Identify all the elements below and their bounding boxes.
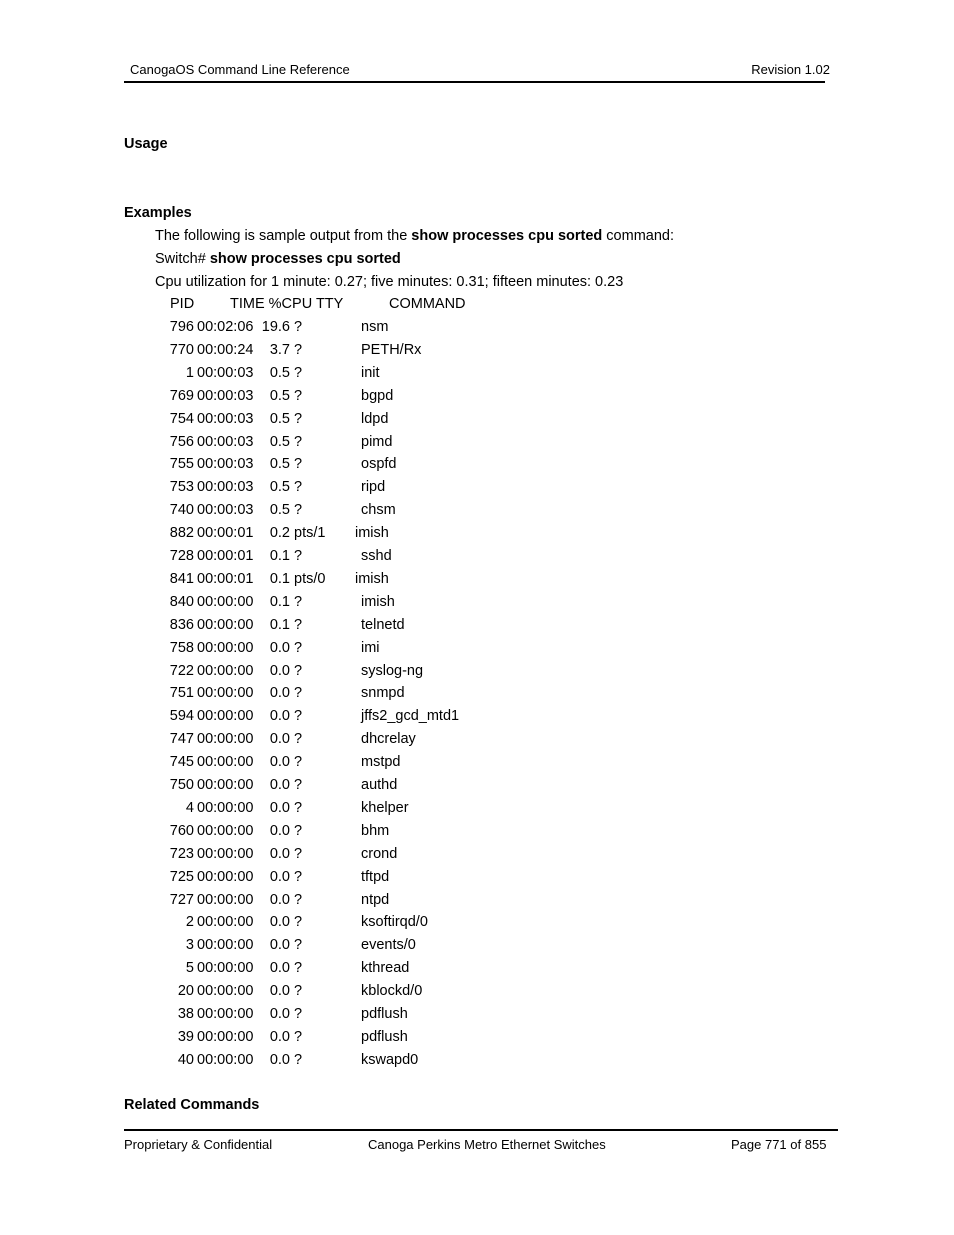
cell-pid: 745: [169, 754, 194, 771]
cell-tty: ?: [294, 960, 303, 977]
cell-tty: ?: [294, 845, 303, 862]
cell-cpu: 0.0: [269, 754, 290, 771]
table-row: [0, 983, 954, 1006]
cell-pid: 796: [169, 319, 194, 335]
cell-cpu: 0.1: [269, 593, 290, 610]
cell-command: bgpd: [361, 387, 394, 404]
cell-tty: ?: [294, 593, 303, 610]
cell-cpu: 0.0: [269, 799, 290, 816]
cell-pid: 750: [169, 777, 194, 793]
cell-tty: ?: [294, 799, 303, 816]
cell-tty: ?: [294, 479, 303, 496]
section-heading-related-commands: Related Commands: [124, 1097, 260, 1113]
cell-command: imi: [361, 639, 380, 656]
footer-divider: [124, 1129, 838, 1131]
cell-time: 00:00:00: [197, 1051, 254, 1068]
cell-time: 00:00:00: [197, 937, 254, 954]
cell-command: ospfd: [361, 456, 397, 473]
cell-cpu: 0.0: [269, 891, 290, 908]
cell-command: ksoftirqd/0: [361, 914, 428, 931]
intro-command: show processes cpu sorted: [411, 228, 603, 244]
cell-tty: pts/0: [294, 570, 326, 587]
cell-cpu: 0.0: [269, 777, 290, 793]
cell-time: 00:00:03: [197, 456, 254, 473]
cell-pid: 725: [169, 868, 194, 885]
cell-command: jffs2_gcd_mtd1: [361, 708, 460, 725]
cell-time: 00:00:00: [197, 1006, 254, 1022]
cell-time: 00:00:01: [197, 525, 254, 542]
example-intro: [155, 228, 674, 244]
table-row: [0, 1029, 954, 1052]
cell-cpu: 0.0: [269, 1051, 290, 1068]
cell-cpu: 0.0: [269, 685, 290, 702]
command-prompt-line: [155, 251, 401, 267]
cell-tty: ?: [294, 548, 303, 564]
table-row: [0, 571, 954, 594]
cell-command: mstpd: [361, 754, 401, 771]
cell-time: 00:00:00: [197, 799, 254, 816]
table-row: [0, 479, 954, 502]
cell-command: khelper: [361, 799, 409, 816]
table-row: [0, 960, 954, 983]
table-row: [0, 777, 954, 800]
cell-pid: 841: [169, 570, 194, 587]
cell-cpu: 0.0: [269, 983, 290, 1000]
table-row: [0, 640, 954, 663]
cell-tty: ?: [294, 822, 303, 839]
cell-time: 00:00:01: [197, 570, 254, 587]
cell-time: 00:00:00: [197, 822, 254, 839]
cell-tty: ?: [294, 364, 303, 381]
cell-command: ntpd: [361, 891, 390, 908]
cell-pid: 2: [185, 914, 194, 931]
cell-time: 00:00:00: [197, 868, 254, 885]
table-row: [0, 411, 954, 434]
cell-time: 00:00:00: [197, 914, 254, 931]
cell-cpu: 0.5: [269, 387, 290, 404]
table-row: [0, 869, 954, 892]
cell-tty: ?: [294, 708, 303, 725]
cell-tty: ?: [294, 983, 303, 1000]
header-revision: Revision 1.02: [751, 62, 830, 77]
cell-pid: 760: [169, 822, 194, 839]
column-header-command: COMMAND: [389, 296, 466, 312]
cell-pid: 740: [169, 502, 194, 519]
cell-pid: 770: [169, 341, 194, 358]
prompt-command: show processes cpu sorted: [209, 251, 401, 267]
cell-command: crond: [361, 845, 398, 862]
cell-time: 00:00:00: [197, 777, 254, 793]
cell-tty: ?: [294, 341, 303, 358]
cell-pid: 755: [169, 456, 194, 473]
cell-command: init: [361, 364, 380, 381]
cpu-utilization-summary: Cpu utilization for 1 minute: 0.27; five minutes: 0.31; fifteen minutes: 0.23: [155, 274, 624, 290]
cell-cpu: 0.5: [269, 502, 290, 519]
cell-command: authd: [361, 777, 398, 793]
section-heading-examples: Examples: [124, 205, 192, 221]
cell-command: syslog-ng: [361, 662, 424, 679]
cell-time: 00:00:03: [197, 387, 254, 404]
cell-pid: 727: [169, 891, 194, 908]
table-row: [0, 846, 954, 869]
cell-tty: ?: [294, 616, 303, 633]
cell-cpu: 0.0: [269, 845, 290, 862]
section-heading-usage: Usage: [124, 136, 168, 152]
cell-cpu: 3.7: [269, 341, 290, 358]
cell-cpu: 0.0: [269, 731, 290, 748]
cell-time: 00:00:03: [197, 502, 254, 519]
cell-pid: 4: [185, 799, 194, 816]
cell-pid: 756: [169, 433, 194, 450]
cell-command: ldpd: [361, 410, 389, 427]
table-row: [0, 548, 954, 571]
cell-time: 00:00:01: [197, 548, 254, 564]
cell-cpu: 0.0: [269, 937, 290, 954]
cell-cpu: 0.5: [269, 456, 290, 473]
cell-command: nsm: [361, 319, 389, 335]
cell-pid: 39: [177, 1028, 194, 1045]
cell-pid: 594: [169, 708, 194, 725]
cell-command: ripd: [361, 479, 386, 496]
table-row: [0, 823, 954, 846]
prompt-text: Switch#: [155, 251, 210, 267]
table-row: [0, 1052, 954, 1075]
table-row: [0, 1006, 954, 1029]
cell-time: 00:00:24: [197, 341, 254, 358]
cell-cpu: 0.0: [269, 639, 290, 656]
header-divider: [124, 81, 825, 83]
cell-command: imish: [355, 525, 389, 542]
cell-cpu: 0.2: [269, 525, 290, 542]
cell-command: snmpd: [361, 685, 405, 702]
cell-pid: 758: [169, 639, 194, 656]
cell-command: pdflush: [361, 1028, 408, 1045]
cell-tty: ?: [294, 502, 303, 519]
cell-tty: ?: [294, 1028, 303, 1045]
cell-tty: ?: [294, 1006, 303, 1022]
cell-command: PETH/Rx: [361, 341, 422, 358]
footer-confidential: Proprietary & Confidential: [124, 1137, 273, 1152]
cell-pid: 20: [177, 983, 194, 1000]
cell-cpu: 0.0: [269, 708, 290, 725]
cell-tty: ?: [294, 410, 303, 427]
cell-pid: 3: [185, 937, 194, 954]
cell-cpu: 0.1: [269, 616, 290, 633]
cell-tty: ?: [294, 456, 303, 473]
cell-tty: ?: [294, 754, 303, 771]
cell-pid: 728: [169, 548, 194, 564]
intro-prefix: The following is sample output from the: [155, 228, 412, 244]
cell-tty: ?: [294, 891, 303, 908]
table-row: [0, 594, 954, 617]
cell-pid: 836: [169, 616, 194, 633]
cell-time: 00:00:00: [197, 593, 254, 610]
cell-pid: 5: [185, 960, 194, 977]
cell-cpu: 0.0: [269, 822, 290, 839]
cell-pid: 754: [169, 410, 194, 427]
table-row: [0, 708, 954, 731]
cell-pid: 38: [177, 1006, 194, 1022]
column-header-time-cpu-tty: TIME %CPU TTY: [230, 296, 344, 312]
table-row: [0, 502, 954, 525]
table-row: [0, 937, 954, 960]
cell-cpu: 0.0: [269, 1006, 290, 1022]
cell-command: telnetd: [361, 616, 405, 633]
cell-pid: 747: [169, 731, 194, 748]
cell-tty: ?: [294, 868, 303, 885]
cell-time: 00:00:03: [197, 479, 254, 496]
cell-cpu: 0.5: [269, 479, 290, 496]
cell-time: 00:00:00: [197, 754, 254, 771]
cell-cpu: 0.5: [269, 433, 290, 450]
cell-cpu: 0.1: [269, 570, 290, 587]
table-row: [0, 914, 954, 937]
table-row: [0, 388, 954, 411]
cell-cpu: 0.0: [269, 662, 290, 679]
cell-time: 00:00:03: [197, 364, 254, 381]
cell-cpu: 19.6: [261, 319, 290, 335]
cell-cpu: 0.0: [269, 914, 290, 931]
table-row: [0, 434, 954, 457]
table-row: [0, 365, 954, 388]
cell-command: chsm: [361, 502, 396, 519]
cell-cpu: 0.0: [269, 1028, 290, 1045]
cell-time: 00:00:00: [197, 708, 254, 725]
cell-command: bhm: [361, 822, 390, 839]
cell-tty: ?: [294, 777, 303, 793]
cell-cpu: 0.5: [269, 410, 290, 427]
column-header-pid: PID: [170, 296, 195, 312]
cell-pid: 882: [169, 525, 194, 542]
cell-cpu: 0.0: [269, 960, 290, 977]
cell-time: 00:00:00: [197, 662, 254, 679]
cell-time: 00:00:00: [197, 639, 254, 656]
cell-cpu: 0.0: [269, 868, 290, 885]
header-title: CanogaOS Command Line Reference: [130, 62, 350, 77]
table-row: [0, 892, 954, 915]
cell-command: pdflush: [361, 1006, 408, 1022]
cell-pid: 753: [169, 479, 194, 496]
cell-pid: 751: [169, 685, 194, 702]
cell-command: pimd: [361, 433, 393, 450]
cell-cpu: 0.1: [269, 548, 290, 564]
cell-time: 00:00:00: [197, 1028, 254, 1045]
cell-tty: ?: [294, 433, 303, 450]
cell-tty: ?: [294, 937, 303, 954]
cell-command: sshd: [361, 548, 392, 564]
table-row: [0, 456, 954, 479]
table-row: [0, 663, 954, 686]
cell-time: 00:00:00: [197, 960, 254, 977]
cell-tty: ?: [294, 387, 303, 404]
cell-pid: 723: [169, 845, 194, 862]
cell-command: events/0: [361, 937, 416, 954]
cell-tty: ?: [294, 319, 303, 335]
cell-time: 00:00:00: [197, 731, 254, 748]
cell-command: dhcrelay: [361, 731, 416, 748]
cell-time: 00:00:00: [197, 891, 254, 908]
table-row: [0, 525, 954, 548]
footer-product: Canoga Perkins Metro Ethernet Switches: [368, 1137, 606, 1152]
cell-command: kswapd0: [361, 1051, 419, 1068]
cell-time: 00:02:06: [197, 319, 254, 335]
cell-command: kblockd/0: [361, 983, 423, 1000]
cell-time: 00:00:00: [197, 616, 254, 633]
cell-time: 00:00:00: [197, 983, 254, 1000]
cell-command: kthread: [361, 960, 410, 977]
table-row: [0, 800, 954, 823]
cell-tty: ?: [294, 1051, 303, 1068]
table-row: [0, 731, 954, 754]
cell-time: 00:00:00: [197, 685, 254, 702]
cell-time: 00:00:03: [197, 433, 254, 450]
cell-tty: ?: [294, 731, 303, 748]
table-row: [0, 685, 954, 708]
cell-tty: ?: [294, 914, 303, 931]
cell-pid: 40: [177, 1051, 194, 1068]
table-row: [0, 754, 954, 777]
intro-suffix: command:: [602, 228, 675, 244]
cell-tty: pts/1: [294, 525, 326, 542]
cell-cpu: 0.5: [269, 364, 290, 381]
cell-tty: ?: [294, 639, 303, 656]
cell-time: 00:00:03: [197, 410, 254, 427]
cell-tty: ?: [294, 685, 303, 702]
table-row: [0, 342, 954, 365]
cell-pid: 769: [169, 387, 194, 404]
table-row: [0, 617, 954, 640]
footer-page-number: Page 771 of 855: [731, 1137, 827, 1152]
cell-pid: 722: [169, 662, 194, 679]
cell-pid: 840: [169, 593, 194, 610]
cell-time: 00:00:00: [197, 845, 254, 862]
cell-command: tftpd: [361, 868, 390, 885]
table-row: [0, 319, 954, 342]
cell-command: imish: [361, 593, 395, 610]
cell-tty: ?: [294, 662, 303, 679]
cell-command: imish: [355, 570, 389, 587]
cell-pid: 1: [185, 364, 194, 381]
